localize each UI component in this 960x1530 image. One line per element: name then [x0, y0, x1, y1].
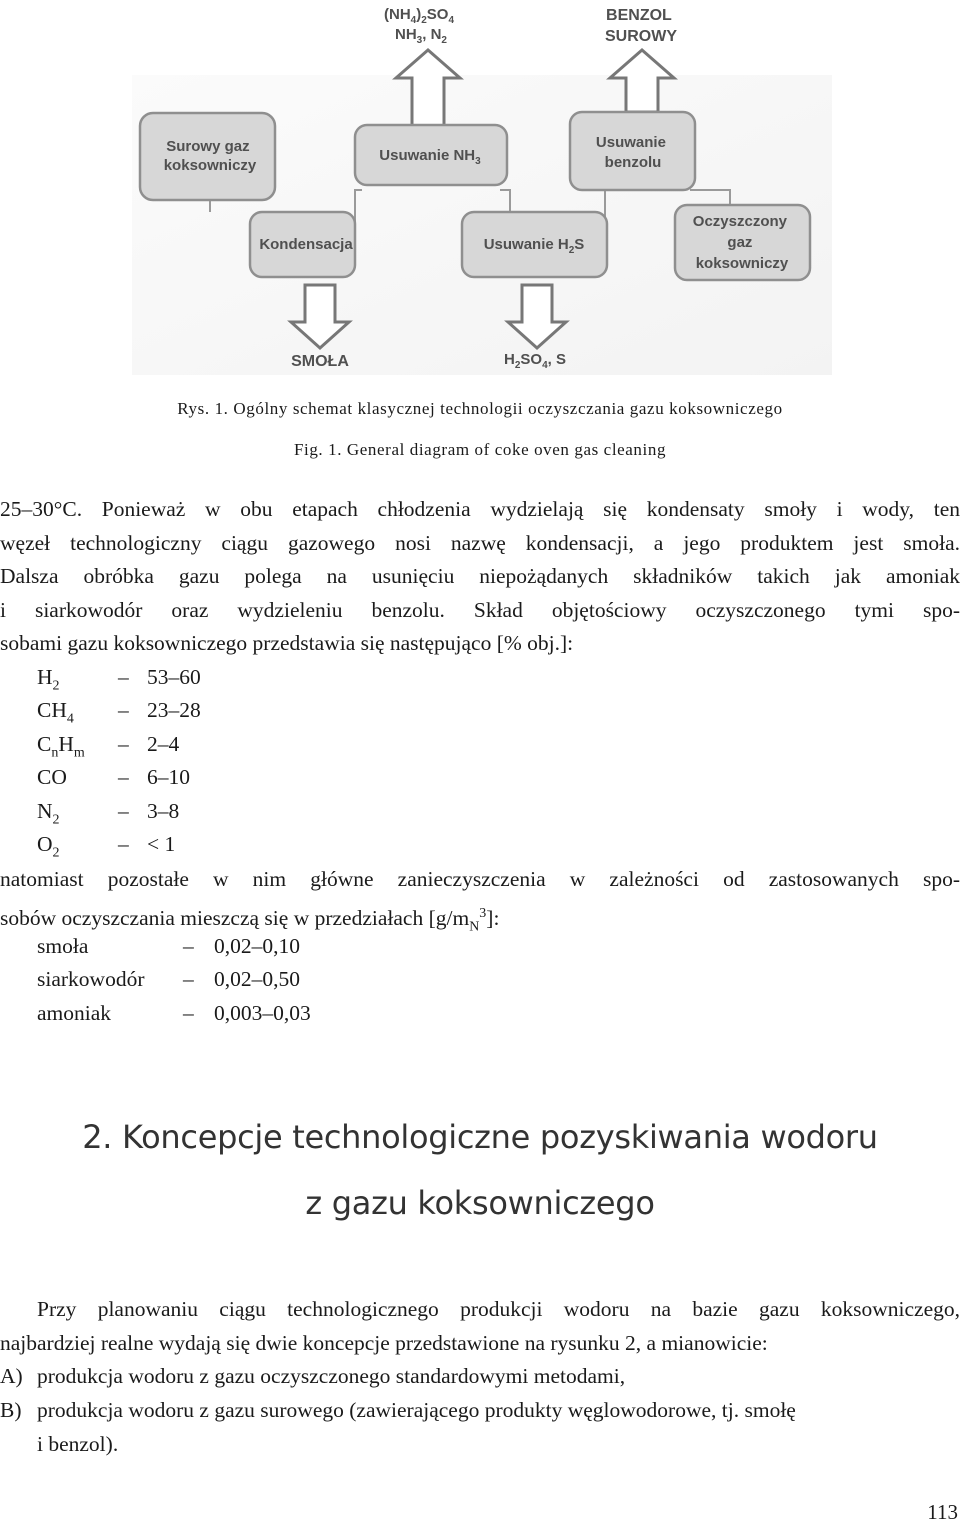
- paragraph-1: [0, 493, 960, 661]
- composition-name: $O_2$: [37, 832, 60, 861]
- impurity-name: siarkowodór: [37, 967, 145, 991]
- figure-caption-en: Fig. 1. General diagram of coke oven gas cleaning: [293, 440, 667, 459]
- node-clean-gas-line1: Oczyszczony: [692, 213, 788, 230]
- output-tar: SMOŁA: [291, 353, 349, 370]
- composition-name: $N_2$: [37, 799, 60, 828]
- list-item-continuation: i benzol).: [37, 1432, 119, 1456]
- svg-text:BENZOL SUROWY: [605, 7, 677, 45]
- composition-dash: –: [118, 665, 129, 689]
- text-line: najbardziej realne wydają się dwie koncepcje przedstawione na rysunku 2, a mianowicie:: [0, 1330, 768, 1355]
- node-nh3-removal: Usuwanie $NH_3$: [379, 147, 481, 167]
- list-marker: A): [0, 1364, 23, 1388]
- impurity-value: 0,02–0,50: [214, 967, 300, 991]
- node-clean-gas-line2: gaz: [727, 234, 753, 251]
- text-line: natomiast pozostałe w nim główne zanieczyszczenia w zależności od zastosowanych spo-: [0, 867, 960, 891]
- paragraph-2: [0, 863, 960, 943]
- section-heading-line1: 2. Koncepcje technologiczne pozyskiwania wodoru: [82, 1118, 878, 1156]
- composition-dash: –: [118, 832, 129, 856]
- process-flow-diagram: [0, 0, 960, 380]
- page-number: 113: [927, 1500, 958, 1524]
- composition-name: CO: [37, 765, 67, 789]
- impurity-dash: –: [183, 1001, 194, 1025]
- output-benzol-line2: SUROWY: [605, 28, 677, 45]
- text-line: Przy planowaniu ciągu technologicznego produkcji wodoru na bazie gazu koksowniczego,: [37, 1297, 960, 1321]
- composition-value: 53–60: [147, 665, 201, 689]
- text-line: węzeł technologiczny ciągu gazowego nosi nazwę kondensacji, a jego produktem jest smoła.: [0, 530, 960, 555]
- text-line: sobami gazu koksowniczego przedstawia się następująco [% obj.]:: [0, 631, 574, 655]
- node-clean-gas-line3: koksowniczy: [695, 255, 789, 272]
- node-benzol-removal-line2: benzolu: [604, 154, 662, 171]
- composition-name: $C_nH_m$: [37, 732, 85, 761]
- node-raw-gas-line2: koksowniczy: [163, 157, 257, 174]
- output-nh3-products-line2: $NH_3$, $N_2$: [395, 26, 447, 46]
- text-line: sobów oczyszczania mieszczą się w przedziałach $[g/m_N^3]$:: [0, 905, 500, 934]
- impurity-name: amoniak: [37, 1001, 112, 1025]
- output-benzol-line1: BENZOL: [606, 7, 672, 24]
- section-heading-line2: z gazu koksowniczego: [305, 1184, 655, 1222]
- list-item-text: produkcja wodoru z gazu oczyszczonego standardowymi metodami,: [37, 1364, 626, 1388]
- list-item-text: produkcja wodoru z gazu surowego (zawierającego produkty węglowodorowe, tj. smołę: [37, 1398, 796, 1422]
- impurity-dash: –: [183, 967, 194, 991]
- output-h2s-products: $H_2SO_4$, S: [504, 351, 566, 371]
- impurity-name: smoła: [37, 934, 89, 958]
- composition-name: $H_2$: [37, 665, 60, 694]
- composition-value: 23–28: [147, 698, 201, 722]
- impurity-value: 0,02–0,10: [214, 934, 300, 958]
- impurity-value: 0,003–0,03: [214, 1001, 311, 1025]
- composition-dash: –: [118, 765, 129, 789]
- output-nh3-products-line1: $(NH_4)_2SO_4$: [384, 6, 455, 26]
- composition-value: 6–10: [147, 765, 190, 789]
- node-raw-gas-line1: Surowy gaz: [166, 138, 250, 155]
- composition-name: $CH_4$: [37, 698, 74, 727]
- composition-dash: –: [118, 732, 129, 756]
- node-h2s-removal: Usuwanie $H_2S$: [483, 236, 585, 256]
- text-line: Dalsza obróbka gazu polega na usunięciu niepożądanych składników takich jak amoniak: [0, 564, 960, 588]
- list-marker: B): [0, 1398, 22, 1422]
- box-benzol-removal: [570, 112, 695, 190]
- text-line: i siarkowodór oraz wydzieleniu benzolu. Skład objętościowy oczyszczonego tymi spo-: [0, 597, 960, 622]
- node-benzol-removal-line1: Usuwanie: [595, 134, 666, 151]
- node-condensation: Kondensacja: [259, 236, 353, 253]
- composition-dash: –: [118, 799, 129, 823]
- composition-value: 2–4: [147, 732, 180, 756]
- composition-value: 3–8: [147, 799, 180, 823]
- text-line: 25–30°C. Ponieważ w obu etapach chłodzenia wydzielają się kondensaty smoły i wody, ten: [0, 497, 960, 521]
- impurity-dash: –: [183, 934, 194, 958]
- figure-caption-pl: Rys. 1. Ogólny schemat klasycznej technologii oczyszczania gazu koksowniczego: [177, 399, 783, 418]
- composition-value: < 1: [147, 832, 176, 856]
- paragraph-3: [0, 1293, 960, 1360]
- composition-dash: –: [118, 698, 129, 722]
